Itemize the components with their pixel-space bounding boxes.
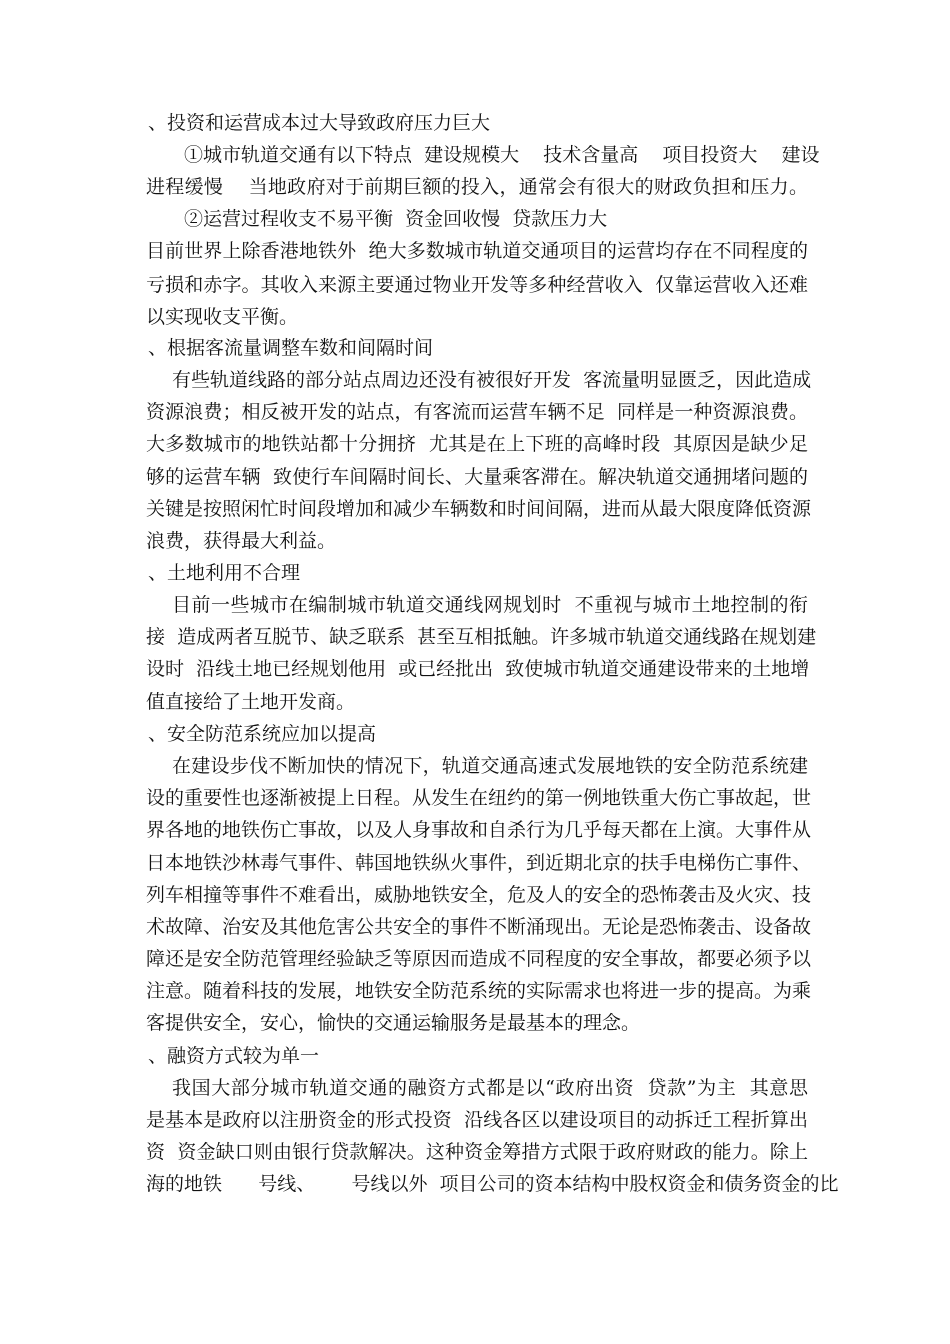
text-line: 大多数城市的地铁站都十分拥挤 尤其是在上下班的高峰时段 其原因是缺少足 — [146, 433, 808, 455]
text-line: 目前一些城市在编制城市轨道交通线网规划时 不重视与城市土地控制的衔 — [172, 594, 808, 616]
text-line: 关键是按照闲忙时间段增加和减少车辆数和时间间隔，进而从最大限度降低资源 — [146, 498, 812, 520]
text-line: 列车相撞等事件不难看出，威胁地铁安全，危及人的安全的恐怖袭击及火灾、技 — [146, 884, 812, 906]
text-line: ①城市轨道交通有以下特点 建设规模大 技术含量高 项目投资大 建设 — [184, 144, 820, 166]
text-line: 障还是安全防范管理经验缺乏等原因而造成不同程度的安全事故，都要必须予以 — [146, 948, 812, 970]
text-line: 目前世界上除香港地铁外 绝大多数城市轨道交通项目的运营均存在不同程度的 — [146, 240, 808, 262]
text-line: 值直接给了土地开发商。 — [146, 691, 356, 713]
text-line: 客提供安全，安心，愉快的交通运输服务是最基本的理念。 — [146, 1012, 641, 1034]
text-line: 、土地利用不合理 — [148, 562, 301, 584]
text-line: 设时 沿线土地已经规划他用 或已经批出 致使城市轨道交通建设带来的土地增 — [146, 658, 810, 680]
text-line: 设的重要性也逐渐被提上日程。从发生在纽约的第一例地铁重大伤亡事故起，世 — [146, 787, 812, 809]
text-line: 接 造成两者互脱节、缺乏联系 甚至互相抵触。许多城市轨道交通线路在规划建 — [146, 626, 817, 648]
text-line: 、投资和运营成本过大导致政府压力巨大 — [148, 112, 491, 134]
text-line: ②运营过程收支不易平衡 资金回收慢 贷款压力大 — [184, 208, 608, 230]
text-line: 界各地的地铁伤亡事故，以及人身事故和自杀行为几乎每天都在上演。大事件从 — [146, 819, 812, 841]
text-line: 资源浪费；相反被开发的站点，有客流而运营车辆不足 同样是一种资源浪费。 — [146, 401, 808, 423]
text-line: 是基本是政府以注册资金的形式投资 沿线各区以建设项目的动拆迁工程折算出 — [146, 1109, 808, 1131]
text-line: 术故障、治安及其他危害公共安全的事件不断涌现出。无论是恐怖袭击、设备故 — [146, 916, 812, 938]
text-line: 够的运营车辆 致使行车间隔时间长、大量乘客滞在。解决轨道交通拥堵问题的 — [146, 466, 808, 488]
text-line: 、安全防范系统应加以提高 — [148, 723, 377, 745]
text-line: 资 资金缺口则由银行贷款解决。这种资金筹措方式限于政府财政的能力。除上 — [146, 1141, 808, 1163]
text-line: 、根据客流量调整车数和间隔时间 — [148, 337, 434, 359]
text-line: 海的地铁 号线、 号线以外 项目公司的资本结构中股权资金和债务资金的比 — [146, 1173, 839, 1195]
text-line: 有些轨道线路的部分站点周边还没有被很好开发 客流量明显匮乏，因此造成 — [172, 369, 812, 391]
text-line: 进程缓慢 当地政府对于前期巨额的投入，通常会有很大的财政负担和压力。 — [146, 176, 808, 198]
text-line: 日本地铁沙林毒气事件、韩国地铁纵火事件，到近期北京的扶手电梯伤亡事件、 — [146, 852, 812, 874]
text-line: 我国大部分城市轨道交通的融资方式都是以“政府出资 贷款”为主 其意思 — [172, 1077, 808, 1099]
text-line: 注意。随着科技的发展，地铁安全防范系统的实际需求也将进一步的提高。为乘 — [146, 980, 812, 1002]
text-line: 以实现收支平衡。 — [146, 306, 299, 328]
text-line: 在建设步伐不断加快的情况下，轨道交通高速式发展地铁的安全防范系统建 — [172, 755, 808, 777]
text-line: 亏损和赤字。其收入来源主要通过物业开发等多种经营收入 仅靠运营收入还难 — [146, 274, 808, 296]
text-line: 、融资方式较为单一 — [148, 1045, 320, 1067]
text-line: 浪费，获得最大利益。 — [146, 530, 337, 552]
